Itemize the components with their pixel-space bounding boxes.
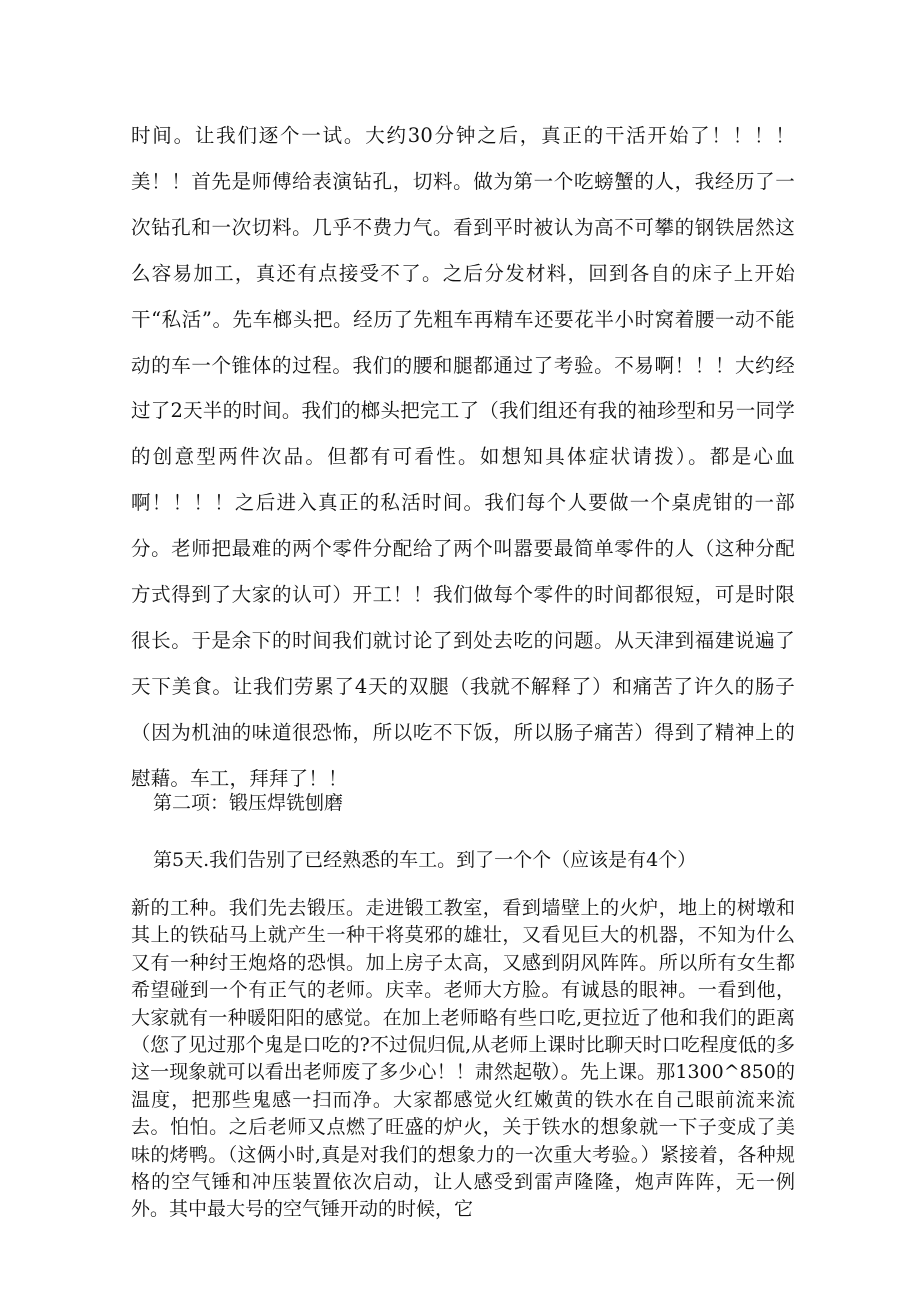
body-paragraph-forging: 新的工种。我们先去锻压。走进锻工教室，看到墙壁上的火炉，地上的树墩和其上的铁砧马上就产生一种干将莫邪的雄壮，又看见巨大的机器，不知为什么又有一种纣王炮烙的恐惧。加上房子太高，又感到阴风阵阵。所以所有女生都希望碰到一个有正气的老师。庆幸。老师大方脸。有诚恳的眼神。一看到他，大家就有一种暖阳阳的感觉。在加上老师略有些口吃,更拉近了他和我们的距离（您了见过那个鬼是口吃的?不过侃归侃,从老师上课时比聊天时口吃程度低的多这一现象就可以看出老师废了多少心！！肃然起敬）。先上课。那1300^850的温度，把那些鬼感一扫而净。大家都感觉火红嫩黄的铁水在自己眼前流来流去。怕怕。之后老师又点燃了旺盛的炉火，关于铁水的想象就一下子变成了美味的烤鸭。（这俩小时,真是对我们的想象力的一次重大考验。）紧接着，各种规格的空气锤和冲压装置依次启动，让人感受到雷声隆隆，炮声阵阵，无一例外。其中最大号的空气锤开动的时候，它	[131, 897, 795, 1221]
section-heading: 第二项：锻压焊铣刨磨	[153, 792, 344, 814]
body-paragraph-lathe-work: 时间。让我们逐个一试。大约30分钟之后，真正的干活开始了！！！！美！！首先是师傅给表演钻孔，切料。做为第一个吃螃蟹的人，我经历了一次钻孔和一次切料。几乎不费力气。看到平时被认为高不可攀的钢铁居然这么容易加工，真还有点接受不了。之后分发材料，回到各自的床子上开始干“私活”。先车榔头把。经历了先粗车再精车还要花半小时窝着腰一动不能动的车一个锥体的过程。我们的腰和腿都通过了考验。不易啊！！！大约经过了2天半的时间。我们的榔头把完工了（我们组还有我的袖珍型和另一同学的创意型两件次品。但都有可看性。如想知具体症状请拨）。都是心血啊！！！！之后进入真正的私活时间。我们每个人要做一个桌虎钳的一部分。老师把最难的两个零件分配给了两个叫嚣要最简单零件的人（这种分配方式得到了大家的认可）开工！！我们做每个零件的时间都很短，可是时限很长。于是余下的时间我们就讨论了到处去吃的问题。从天津到福建说遍了天下美食。让我们劳累了4天的双腿（我就不解释了）和痛苦了许久的肠子（因为机油的味道很恐怖，所以吃不下饭，所以肠子痛苦）得到了精神上的慰藉。车工，拜拜了！！	[131, 124, 795, 790]
day-five-line: 第5天.我们告别了已经熟悉的车工。到了一个个（应该是有4个）	[153, 849, 697, 871]
